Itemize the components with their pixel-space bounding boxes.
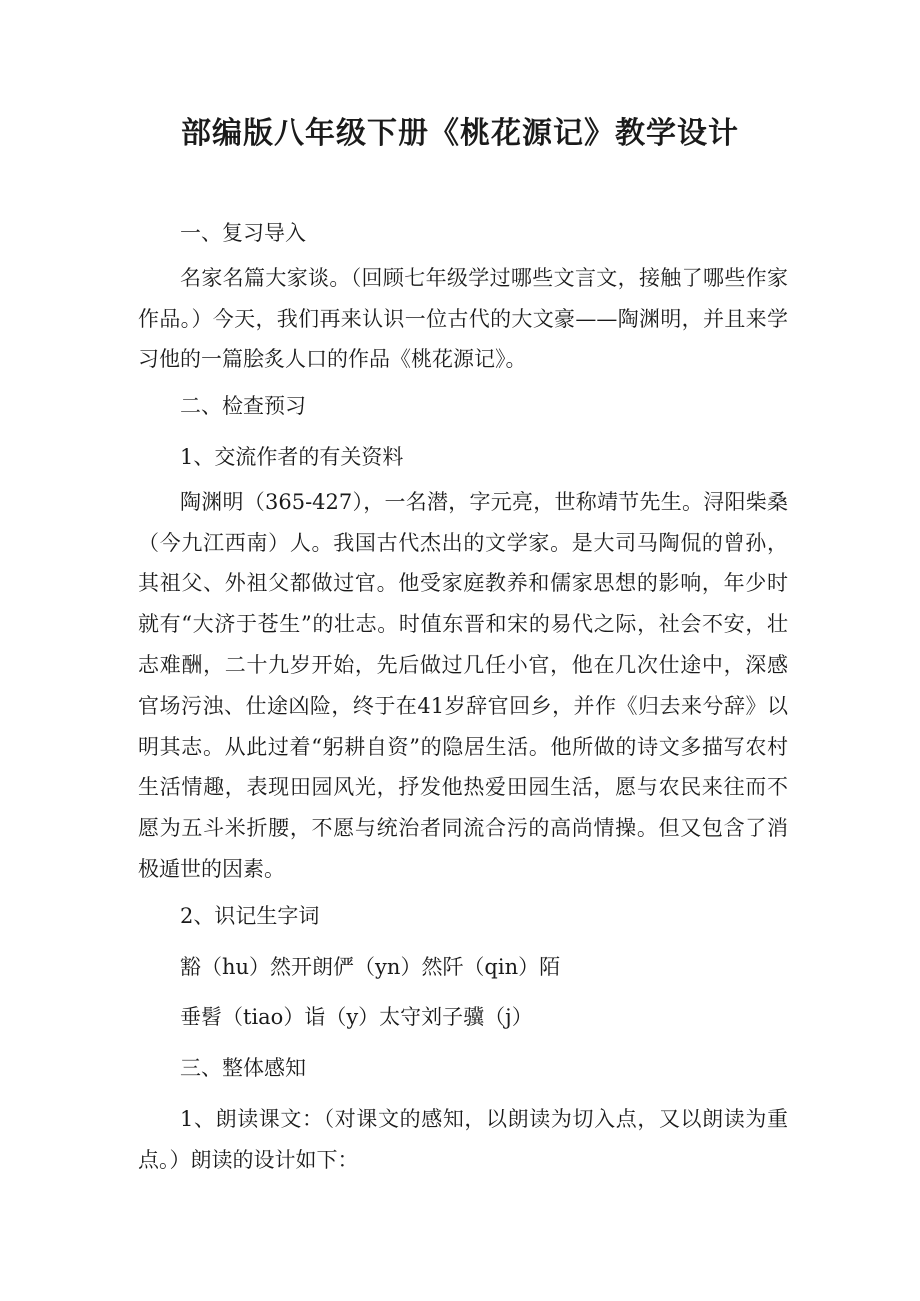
- vocabulary-line-2: 垂髫（tiao）诣（y）太守刘子骥（j）: [180, 1005, 533, 1030]
- subheading-vocabulary: 2、识记生字词: [180, 903, 320, 928]
- section-heading-review: 一、复习导入: [180, 221, 306, 245]
- vocabulary-line-1: 豁（hu）然开朗俨（yn）然阡（qin）陌: [180, 954, 561, 979]
- document-body: [138, 207, 788, 1181]
- subheading-author-info: 1、交流作者的有关资料: [180, 444, 404, 469]
- reading-paragraph: 1、朗读课文：（对课文的感知，以朗读为切入点，又以朗读为重点。）朗读的设计如下：: [138, 1106, 788, 1172]
- section-heading-preview: 二、检查预习: [180, 394, 306, 419]
- document-title: 部编版八年级下册《桃花源记》教学设计: [181, 116, 739, 151]
- author-paragraph: 陶渊明（365-427），一名潜，字元亮，世称靖节先生。浔阳柴桑（今九江西南）人。我国古代杰出的文学家。是大司马陶侃的曾孙，其祖父、外祖父都做过官。他受家庭教养和儒家思想的影响，年少时就有“大济于苍生”的壮志。时值东晋和宋的易代之际，社会不安，壮志难酬，二十九岁开始，先后做过几任小官，他在几次仕途中，深感官场污浊、仕途凶险，终于在41岁辞官回乡，并作《归去来兮辞》以明其志。从此过着“躬耕自资”的隐居生活。他所做的诗文多描写农村生活情趣，表现田园风光，抒发他热爱田园生活，愿与农民来往而不愿为五斗米折腰，不愿与统治者同流合污的高尚情操。但又包含了消极遁世的因素。: [138, 489, 788, 881]
- review-paragraph: 名家名篇大家谈。（回顾七年级学过哪些文言文，接触了哪些作家作品。）今天，我们再来认识一位古代的大文豪——陶渊明，并且来学习他的一篇脍炙人口的作品《桃花源记》。: [138, 265, 788, 372]
- section-heading-overall: 三、整体感知: [180, 1056, 306, 1081]
